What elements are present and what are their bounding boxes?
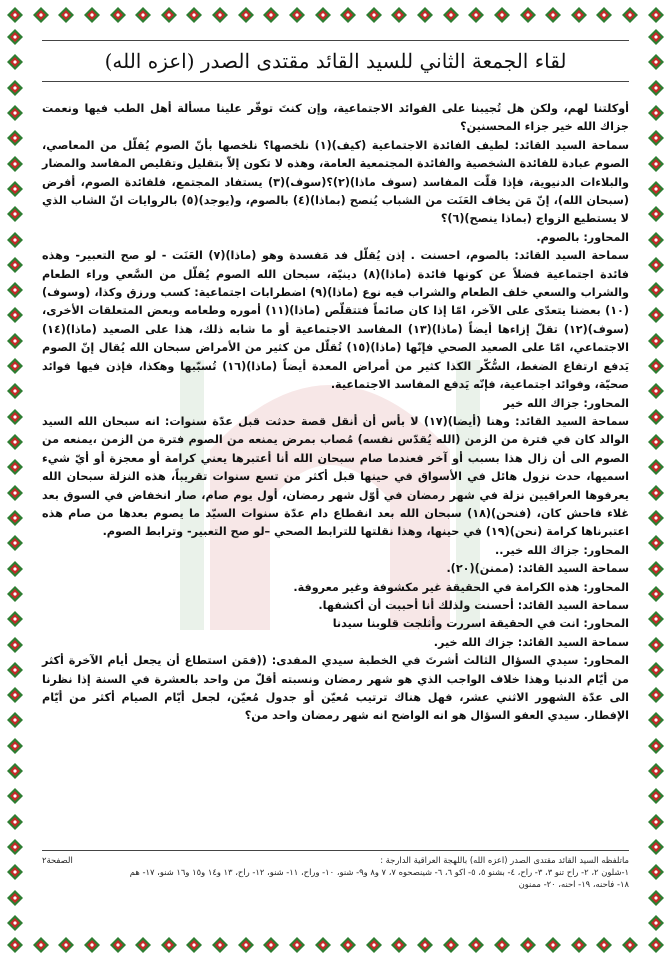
border-ornament-icon [237,936,255,954]
border-ornament-icon [6,382,24,400]
border-ornament-icon [6,433,24,451]
border-ornament-icon [390,6,408,24]
border-ornament-icon [32,6,50,24]
footnote-divider [42,850,629,851]
border-ornament-icon [6,534,24,552]
border-ornament-icon [6,889,24,907]
border-ornament-icon [57,6,75,24]
footnotes [42,854,629,904]
border-ornament-icon [544,6,562,24]
border-ornament-icon [6,53,24,71]
border-ornament-icon [237,6,255,24]
transcript-paragraph: سماحة السيد القائد: وهنا (أيضا)(١٧) لا بأس أن أنقل قصة حدثت قبل عدّة سنوات: انه سبحان الله السيد الوالد كان في فترة من الزمن (الله يُقدّس نفسه) مُصاب بمرض يمنعه من الصوم فترة من الزمن ،يمنعه من الصوم الى أن زال هذا بسبب أو آخر فعندما صام سبحان الله أنا أعتبرها يعني كرامة أو معجزة أو أيّ شيء اسميها، حدث نزول هائل في الأسواق في حينها قبل أكثر من تسع سنوات تقريباً، هذه النزلة سبحان الله يعرفوها العراقيين نزلة في شهر رمضان في أوّل شهر رمضان، أول يوم صام، صار انخفاض في السوق بعد غلاء فاحش كان، (فنحن)(١٨) سبحان الله بعد انقطاع دام عدّة سنوات السيّد ما يصوم بعدها من صام هذه اعتبرناها كرامة (نحن)(١٩) في حينها، وهذا نقلتها للترابط الصحي –لو صح التعبير- وترابط الصوم. [42,414,629,539]
border-ornament-icon [647,813,665,831]
border-ornament-icon [365,936,383,954]
border-ornament-icon [185,6,203,24]
border-ornament-icon [6,661,24,679]
border-ornament-icon [647,509,665,527]
border-ornament-icon [544,936,562,954]
border-ornament-icon [647,458,665,476]
border-ornament-icon [6,787,24,805]
border-ornament-icon [493,6,511,24]
page-title: لقاء الجمعة الثاني للسيد القائد مقتدى الصدر (اعزه الله) [104,49,567,73]
border-ornament-icon [288,6,306,24]
border-ornament-icon [6,155,24,173]
border-ornament-icon [6,306,24,324]
border-ornament-icon [6,256,24,274]
border-ornament-icon [6,205,24,223]
border-ornament-icon [647,914,665,932]
border-ornament-icon [6,180,24,198]
border-ornament-icon [519,6,537,24]
border-ornament-icon [647,484,665,502]
transcript-paragraph: المحاور: انت في الحقيقة اسررت وأثلجت قلوبنا سيدنا [332,617,629,631]
border-ornament-icon [211,936,229,954]
transcript-paragraph: سماحة السيد القائد: لطيف الفائدة الاجتماعية (كيف)(١) نلخصها؟ نلخصها بأنّ الصوم يُقلّل من المعاصي، الصوم عبادة للفائدة الشخصية والفائدة المجتمعية العامة، وهذه لا تكون إلاّ بتقليل وتقليص المفاسد والمضار والبلاءات الدنيوية، فإذا قلّت المفاسد (سوف ماذا)(٢)؟(سوف)(٣) يستفاد المجتمع، فلفائدة الصوم، أفرض (سبحان الله)، إنّ مَن يخاف العَنَت من الشباب يُنصح (بماذا)(٤) بالصوم، و(يوجد)(٥) بالروايات انّ الشاب الذي لا يستطيع الزواج (بماذا ينصح)(٦)؟ [42,138,630,226]
border-ornament-icon [6,813,24,831]
border-ornament-icon [6,484,24,502]
border-ornament-icon [339,936,357,954]
border-ornament-icon [6,281,24,299]
border-ornament-icon [621,936,639,954]
border-ornament-icon [6,585,24,603]
border-ornament-icon [211,6,229,24]
border-ornament-icon [6,408,24,426]
border-ornament-icon [493,936,511,954]
transcript-paragraph: المحاور: هذه الكرامة في الحقيقة غير مكشوفة وغير معروفة. [293,580,629,594]
border-ornament-icon [6,762,24,780]
border-ornament-icon [647,155,665,173]
border-ornament-icon [262,6,280,24]
border-ornament-icon [647,889,665,907]
border-ornament-icon [134,6,152,24]
border-ornament-icon [83,936,101,954]
border-ornament-icon [570,6,588,24]
border-ornament-icon [647,129,665,147]
border-ornament-icon [442,6,460,24]
border-ornament-icon [6,936,24,954]
border-ornament-icon [647,104,665,122]
transcript-paragraph: سماحة السيد القائد: جزاك الله خير. [433,635,629,649]
border-ornament-icon [6,458,24,476]
border-ornament-icon [6,332,24,350]
transcript-paragraph: أوكلتنا لهم، ولكن هل تُجيبنا على الفوائد الاجتماعية، وإن كنتَ توفّر علينا مسألة أهل الطب فيها ونعمت جزاك الله خير جزاء المحسنين؟ [42,102,629,134]
bottom-ornament-border [6,934,665,956]
left-ornament-border [4,28,26,932]
top-ornament-border [6,4,665,26]
border-ornament-icon [262,936,280,954]
border-ornament-icon [365,6,383,24]
border-ornament-icon [314,936,332,954]
border-ornament-icon [416,6,434,24]
border-ornament-icon [32,936,50,954]
border-ornament-icon [647,636,665,654]
border-ornament-icon [647,936,665,954]
border-ornament-icon [647,787,665,805]
border-ornament-icon [647,205,665,223]
border-ornament-icon [6,737,24,755]
border-ornament-icon [6,560,24,578]
border-ornament-icon [6,28,24,46]
border-ornament-icon [160,6,178,24]
title-box [42,40,629,82]
border-ornament-icon [647,180,665,198]
border-ornament-icon [6,79,24,97]
border-ornament-icon [595,6,613,24]
border-ornament-icon [621,6,639,24]
transcript-paragraph: المحاور: جزاك الله خير [503,396,629,410]
border-ornament-icon [6,6,24,24]
border-ornament-icon [134,936,152,954]
border-ornament-icon [647,534,665,552]
border-ornament-icon [647,281,665,299]
border-ornament-icon [647,231,665,249]
border-ornament-icon [647,357,665,375]
border-ornament-icon [647,711,665,729]
border-ornament-icon [6,129,24,147]
transcript-paragraph: سماحة السيد القائد: أحسنت ولذلك أنا أحببت أن أكشفها. [318,598,629,612]
transcript-paragraph: المحاور: بالصوم. [536,230,629,244]
footnote-line: ١-شلون ٢، ٢- راح تنو ٣، ٣- راح، ٤- بشنو ٥، ٥- اكو ٦، ٦- شينصحوه ٧، ٧ و٨ و٩- شنو، ١٠- وراح، ١١- شنو، ١٢- راح، ١٣ و١٤ و١٥ و١٦ شنو، ١٧- هم [129,867,629,877]
border-ornament-icon [570,936,588,954]
border-ornament-icon [647,433,665,451]
border-ornament-icon [6,509,24,527]
border-ornament-icon [647,53,665,71]
border-ornament-icon [288,936,306,954]
border-ornament-icon [6,914,24,932]
border-ornament-icon [647,737,665,755]
border-ornament-icon [647,6,665,24]
border-ornament-icon [647,256,665,274]
border-ornament-icon [57,936,75,954]
border-ornament-icon [647,585,665,603]
border-ornament-icon [83,6,101,24]
border-ornament-icon [647,408,665,426]
border-ornament-icon [647,306,665,324]
border-ornament-icon [6,357,24,375]
transcript-paragraph: سماحة السيد القائد: بالصوم، احسنت . إذن يُقلّل فد مَفسدة وهو (ماذا)(٧) العَنَت - لو صح التعبير- وهذه فائدة اجتماعية فضلاً عن كونها فائدة (ماذا)(٨) دينيّة، سبحان الله الصوم يُقلّل من السَّعي وراء الطعام والشراب والسعي خلف الطعام والشراب فيه نوع (ماذا)(٩) اضطرابات اجتماعية: كسب ورزق وكذا، (وسوف)(١٠) بعضنا يتعدّى على الآخر، امّا إذا كان صائماً فتتقلّص (ماذا)(١١) أموره وطعامه وبعض المتعلقات الأخرى، (سوف)(١٢) تقلّ إزاءها أيضاً (ماذا)(١٣) المفاسد الاجتماعية أو ما شابه ذلك، هذا على الصعيد (ماذا)(١٤) الاجتماعي، امّا على الصعيد الصحي فإنّها (ماذا)(١٥) تُقلّل من كثير من الأمراض سبحان الله يُقال إنّ الصوم يَدفع ارتفاع الضغط، السُّكّر الكذا كثير من أمراض المعدة أيضاً (ماذا)(١٦) تُسبّبها وهكذا، فإذن فيها فوائد صحيّة، وفوائد اجتماعية، فإنّه يَدفع المفاسد الاجتماعية. [42,249,630,392]
border-ornament-icon [647,28,665,46]
border-ornament-icon [647,382,665,400]
transcript-paragraph: سماحة السيد القائد: (ممنن)(٢٠). [446,562,629,576]
border-ornament-icon [647,79,665,97]
border-ornament-icon [314,6,332,24]
transcript-paragraph: المحاور: سيدي السؤال الثالث أشرتَ في الخطبة سيدي المفدى: ((فمَن استطاع أن يجعل أيام الآخرة أكثر من أيّام الدنيا وهذا خلاف الواجب الذي هو شهر رمضان ونسبته أقلّ من واحد بالعشرة في السنة إذا نظرنا الى عدّة الشهور الاثني عشر، فهل هناك ترتيب مُعيّن أو جدول مُعيّن، لجعل أيّام الصيام أكثر من أيّام الإفطار. سيدي العفو السؤال هو انه الواضح انه شهر رمضان واحد من؟ [42,654,629,723]
border-ornament-icon [185,936,203,954]
border-ornament-icon [6,838,24,856]
border-ornament-icon [647,762,665,780]
footnote-heading: ماتلفظه السيد القائد مقتدى الصدر (اعزه الله) باللهجة العراقية الدارجة : [380,855,629,865]
border-ornament-icon [467,936,485,954]
border-ornament-icon [647,838,665,856]
border-ornament-icon [647,610,665,628]
border-ornament-icon [6,231,24,249]
border-ornament-icon [6,711,24,729]
border-ornament-icon [416,936,434,954]
border-ornament-icon [109,936,127,954]
border-ornament-icon [6,686,24,704]
border-ornament-icon [442,936,460,954]
border-ornament-icon [390,936,408,954]
border-ornament-icon [595,936,613,954]
border-ornament-icon [6,863,24,881]
border-ornament-icon [109,6,127,24]
footnote-line: ١٨- فاحنه، ١٩- احنه، ٢٠- ممنون [518,879,629,889]
border-ornament-icon [160,936,178,954]
border-ornament-icon [339,6,357,24]
border-ornament-icon [647,332,665,350]
border-ornament-icon [6,636,24,654]
border-ornament-icon [647,661,665,679]
border-ornament-icon [647,560,665,578]
border-ornament-icon [647,863,665,881]
border-ornament-icon [647,686,665,704]
border-ornament-icon [6,104,24,122]
border-ornament-icon [519,936,537,954]
interview-transcript [42,100,629,842]
page-number: الصفحة٢ [42,855,73,865]
transcript-paragraph: المحاور: جزاك الله خير.. [495,543,629,557]
right-ornament-border [645,28,667,932]
border-ornament-icon [6,610,24,628]
border-ornament-icon [467,6,485,24]
